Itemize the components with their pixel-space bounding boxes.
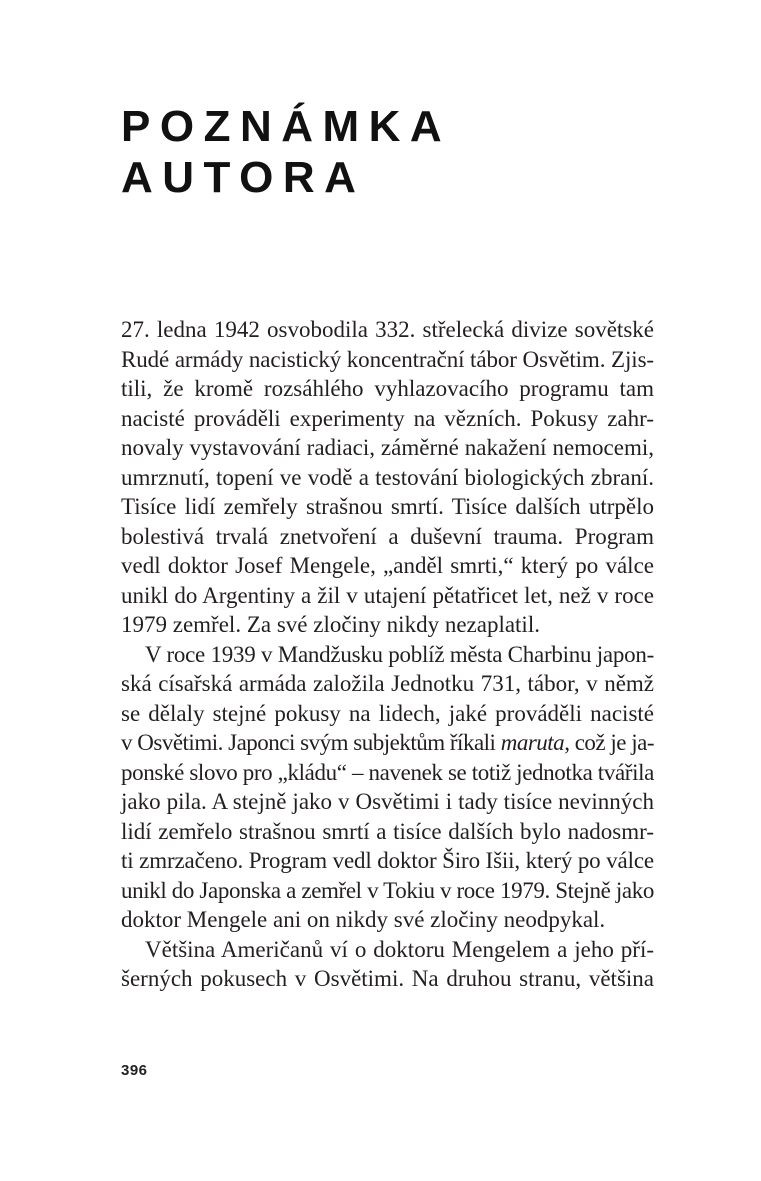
- text-line: tili, že kromě rozsáhlého vyhlazovacího programu tam: [121, 376, 654, 401]
- text-line: jako pila. A stejně jako v Osvětimi i tady tisíce nevinných: [121, 789, 654, 814]
- paragraph-3: [121, 935, 654, 994]
- paragraph-1: [121, 315, 654, 640]
- paragraph-2: [121, 640, 654, 935]
- heading-line-2: AUTORA: [121, 153, 366, 202]
- page-number: 396: [121, 1062, 148, 1079]
- text-line: doktor Mengele ani on nikdy své zločiny neodpykal.: [121, 907, 606, 932]
- text-line: unikl do Argentiny a žil v utajení pětatřicet let, než v roce: [121, 582, 654, 608]
- text-line: V roce 1939 v Mandžusku poblíž města Charbinu japon-: [145, 641, 654, 667]
- text-line: vedl doktor Josef Mengele, „anděl smrti,“ který po válce: [121, 553, 654, 578]
- text-line: Rudé armády nacistický koncentrační tábor Osvětim. Zjis-: [121, 346, 654, 372]
- body-text: [121, 315, 654, 994]
- text-fragment: , což je ja-: [564, 730, 655, 755]
- text-line: se dělaly stejné pokusy na lidech, jaké prováděli nacisté: [121, 700, 654, 726]
- text-line: bolestivá trvalá znetvoření a duševní trauma. Program: [121, 523, 654, 549]
- text-line: ti zmrzačeno. Program vedl doktor Širo Išii, který po válce: [121, 848, 654, 873]
- text-line: novaly vystavování radiaci, záměrné nakažení nemocemi,: [121, 435, 654, 460]
- heading-line-1: POZNÁMKA: [121, 102, 452, 151]
- text-line: ská císařská armáda založila Jednotku 731, tábor, v němž: [121, 671, 654, 696]
- text-line: Většina Američanů ví o doktoru Mengelem a jeho pří-: [145, 936, 654, 962]
- text-line: 27. ledna 1942 osvobodila 332. střelecká divize sovětské: [121, 317, 654, 342]
- text-fragment: v Osvětimi. Japonci svým subjektům říkali: [121, 730, 501, 755]
- text-line: unikl do Japonska a zemřel v Tokiu v roce 1979. Stejně jako: [121, 877, 654, 903]
- chapter-heading: [121, 101, 451, 203]
- text-line-with-italic: [121, 728, 654, 758]
- text-line: nacisté prováděli experimenty na vězních. Pokusy zahr-: [121, 405, 654, 431]
- italic-word: maruta: [500, 730, 565, 755]
- text-line: Tisíce lidí zemřely strašnou smrtí. Tisíce dalších utrpělo: [121, 494, 654, 519]
- text-line: lidí zemřelo strašnou smrtí a tisíce dalších bylo nadosmr-: [121, 818, 654, 844]
- text-line: šerných pokusech v Osvětimi. Na druhou stranu, většina: [121, 966, 654, 991]
- text-line: umrznutí, topení ve vodě a testování biologických zbraní.: [121, 464, 654, 490]
- text-line: 1979 zemřel. Za své zločiny nikdy nezaplatil.: [121, 612, 540, 637]
- text-line: ponské slovo pro „kládu“ – navenek se totiž jednotka tvářila: [121, 759, 654, 785]
